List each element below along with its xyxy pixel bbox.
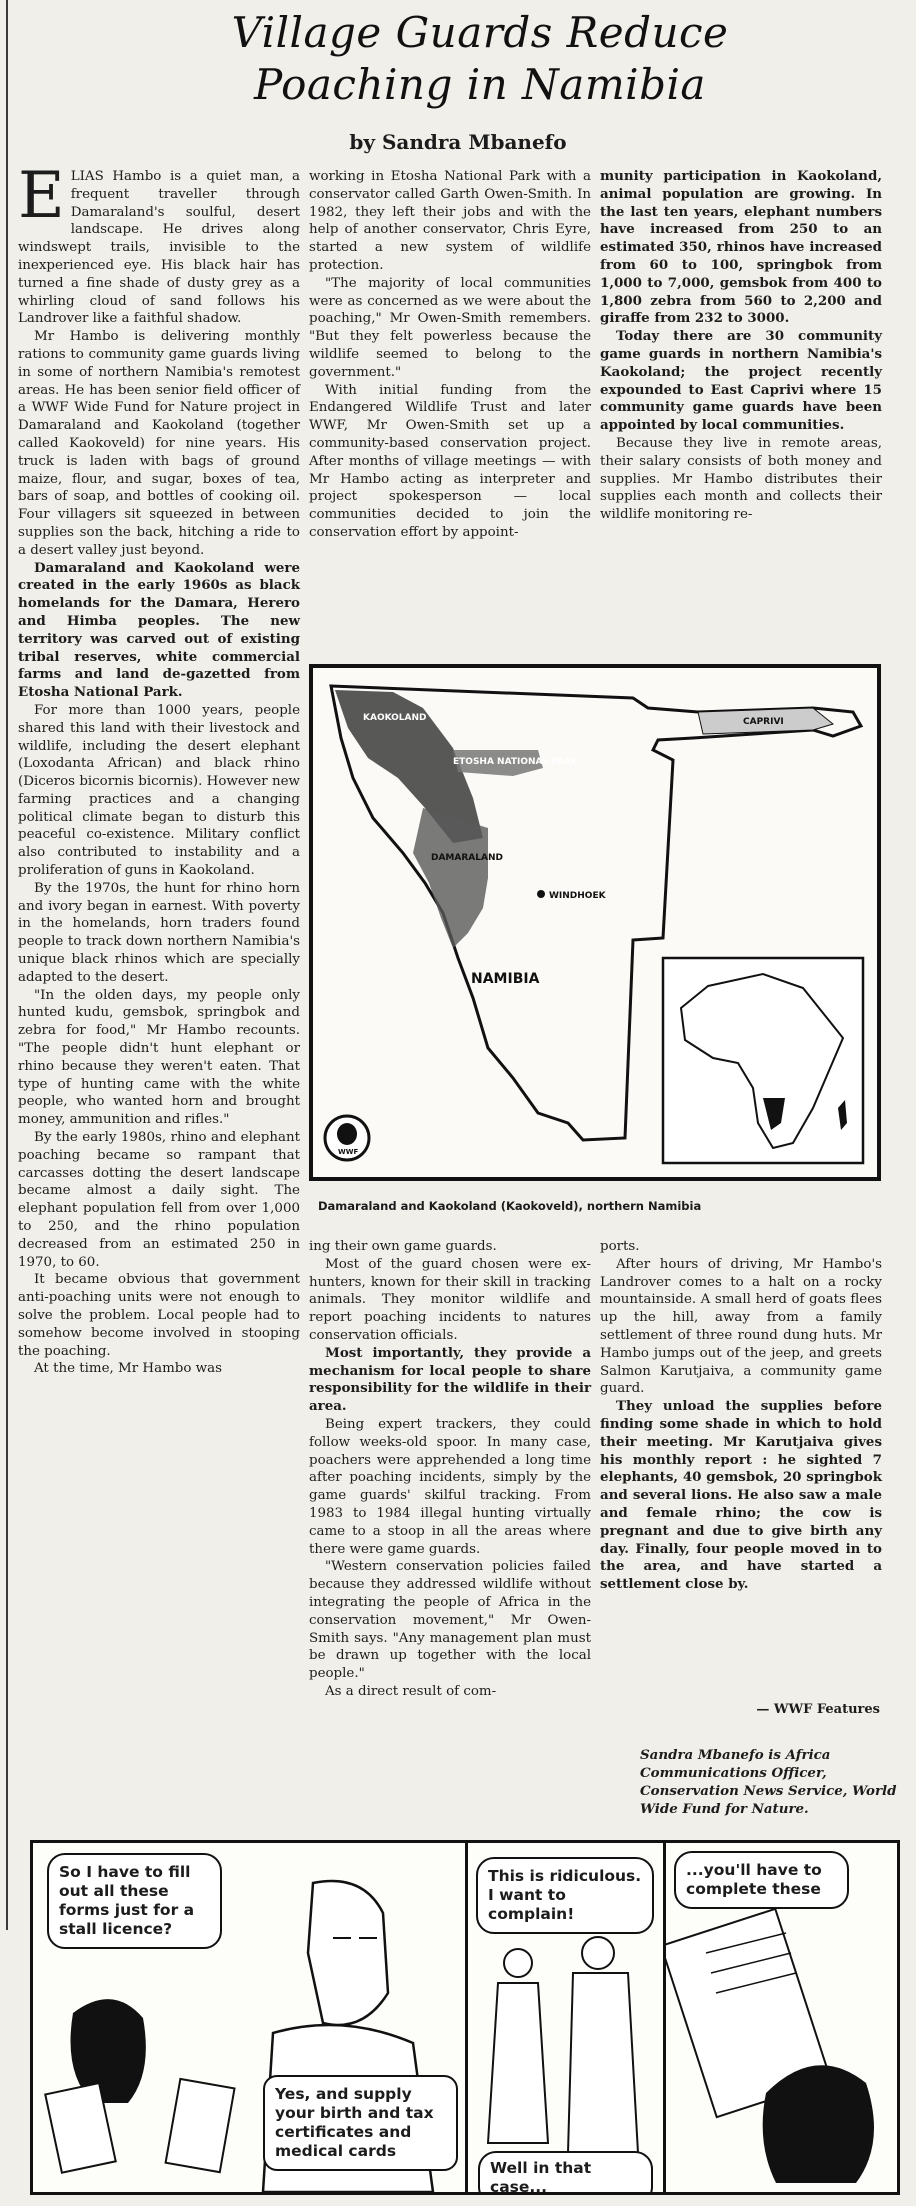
paragraph: munity participation in Kaokoland, animal population are growing. In the last ten years, elephant numbers have increased from 250 to an estimated 350, rhinos have increased from 60 to 100, springbok from 1,000 to 7,000, gemsbok from 400 to 1,800 zebra from 560 to 2,200 and giraffe from 232 to 3000. <box>600 168 882 327</box>
map-label-caprivi: CAPRIVI <box>743 717 784 727</box>
speech-bubble-3: This is ridiculous. I want to complain! <box>476 1857 654 1934</box>
clerk-figure-head <box>308 1881 388 2025</box>
cartoon-strip <box>30 1840 900 2195</box>
paragraph: working in Etosha National Park with a conservator called Garth Owen-Smith. In 1982, they left their jobs and with the help of another conservator, Chris Eyre, started a new system of wildlife protection. <box>309 169 591 273</box>
woman-figure <box>488 1983 548 2143</box>
map-label-kaokoland: KAOKOLAND <box>363 713 427 723</box>
paragraph: "The majority of local communities were as concerned as we were about the poaching," Mr Owen-Smith remembers. "But they felt powerless because the wildlife seemed to belong to the government." <box>309 275 591 380</box>
paragraph: With initial funding from the Endangered Wildlife Trust and later WWF, Mr Owen-Smith set up a community-based conservation project. After months of village meetings — with Mr Hambo acting as interpreter and project spokesperson — local communities decided to join the conservation effort by appoint- <box>309 382 591 540</box>
article-column-2-bottom <box>309 1238 591 1701</box>
paragraph: Damaraland and Kaokoland were created in the early 1960s as black homelands for the Damara, Herero and Himba peoples. The new territory was carved out of existing tribal reserves, white commercial farms and land de-gazetted from Etosha National Park. <box>18 559 300 701</box>
drop-cap: E <box>18 159 65 233</box>
article-column-2-top <box>309 168 591 542</box>
form-paper <box>166 2079 235 2172</box>
byline: by Sandra Mbanefo <box>349 130 567 154</box>
column-rule <box>6 0 8 1930</box>
paragraph: Being expert trackers, they could follow weeks-old spoor. In many case, poachers were apprehended a long time after poaching incidents, simply by the game guards' skilful tracking. From 1983 to 1984 illegal hunting virtually came to a stoop in all the areas where there were game guards. <box>309 1416 591 1557</box>
map-label-damaraland: DAMARALAND <box>431 853 503 863</box>
paragraph: Mr Hambo is delivering monthly rations to community game guards living in some of northern Namibia's remotest areas. He has been senior field officer of a WWF Wide Fund for Nature project in Damaraland and Kaokoland (together called Kaokoveld) for nine years. His truck is laden with bags of ground maize, flour, and sugar, boxes of tea, bars of soap, and bottles of cooking oil. Four villagers sit squeezed in between supplies son the back, hitching a ride to a desert valley just beyond. <box>18 329 300 558</box>
paragraph: "Western conservation policies failed because they addressed wildlife without integrating the people of Africa in the conservation movement," Mr Owen-Smith says. "Any management plan must be drawn up together with the local people." <box>309 1559 591 1682</box>
damaraland-region <box>413 808 488 948</box>
paragraph: For more than 1000 years, people shared this land with their livestock and wildlife, including the desert elephant (Loxodanta African) and black rhino (Diceros bicornis bicornis). However new farming practices and a changing political climate began to disturb this peaceful co-existence. Military conflict also contributed to instability and a proliferation of guns in Kaokoland. <box>18 702 300 879</box>
paragraph: ports. <box>600 1239 640 1254</box>
paragraph: By the early 1980s, rhino and elephant poaching became so rampant that carcasses dotting the desert landscape became almost a daily sight. The elephant population fell from over 1,000 to 250, and the rhino population decreased from an estimated 250 in 1970, to 60. <box>18 1130 300 1270</box>
paragraph: ing their own game guards. <box>309 1239 497 1254</box>
paragraph: Today there are 30 community game guards in northern Namibia's Kaokoland; the project recently expounded to East Caprivi where 15 community game guards have been appointed by local communities. <box>600 328 882 434</box>
paragraph: Most importantly, they provide a mechanism for local people to share responsibility for the wildlife in their area. <box>309 1344 591 1415</box>
map-label-namibia: NAMIBIA <box>471 971 540 987</box>
paragraph: By the 1970s, the hunt for rhino horn and ivory began in earnest. With poverty in the homelands, horn traders found people to track down northern Namibia's unique black rhinos which are specially adapted to the desert. <box>18 880 300 985</box>
windhoek-dot <box>537 890 545 898</box>
paragraph: Because they live in remote areas, their salary consists of both money and supplies. Mr Hambo distributes their supplies each month and collects their wildlife monitoring re- <box>600 435 882 523</box>
map-graphic <box>313 668 877 1177</box>
paragraph: Most of the guard chosen were ex-hunters, known for their skill in tracking animals. They monitor wildlife and report poaching incidents to natures conservation officials. <box>309 1256 591 1343</box>
panda-icon <box>337 1123 357 1145</box>
paragraph: They unload the supplies before finding some shade in which to hold their meeting. Mr Karutjaiva gives his monthly report : he sighted 7 elephants, 40 gemsbok, 20 springbok and several lions. He also saw a male and female rhino; the cow is pregnant and due to give birth any day. Finally, four people moved in to the area, and have started a settlement close by. <box>600 1398 882 1593</box>
speech-bubble-2: Yes, and supply your birth and tax certificates and medical cards <box>263 2075 458 2171</box>
official-figure <box>568 1973 638 2153</box>
woman-figure-hair <box>763 2065 874 2183</box>
cartoon-panel-2 <box>468 1843 666 2195</box>
map-label-windhoek: WINDHOEK <box>549 891 606 901</box>
map-label-etosha: ETOSHA NATIONAL PARK <box>453 757 578 767</box>
namibia-map <box>309 664 881 1181</box>
author-bio: Sandra Mbanefo is Africa Communications Officer, Conservation News Service, World Wide Fund for Nature. <box>640 1747 897 1817</box>
article-column-1 <box>18 159 300 1378</box>
speech-bubble-4: Well in that case... <box>478 2151 653 2195</box>
paragraph: As a direct result of com- <box>325 1683 497 1699</box>
speech-bubble-5: ...you'll have to complete these <box>674 1851 849 1909</box>
article-column-3-top <box>600 168 882 524</box>
paragraph: "In the olden days, my people only hunted kudu, gemsbok, springbok and zebra for food," Mr Hambo recounts. "The people didn't hunt elephant or rhino because they weren't eaten. That type of hunting came with the white people, who wanted horn and brought money, ammunition and rifles." <box>18 987 300 1128</box>
cartoon-panel-3 <box>666 1843 897 2192</box>
wwf-logo-text: WWF <box>338 1148 359 1156</box>
paragraph: After hours of driving, Mr Hambo's Landrover comes to a halt on a rocky mountainside. A small herd of goats flees up the hill, away from a family settlement of three round dung huts. Mr Hambo jumps out of the jeep, and greets Salmon Karutjaiva, a community game guard. <box>600 1256 882 1397</box>
headline-line-2: Poaching in Namibia <box>254 60 706 109</box>
speech-bubble-1: So I have to fill out all these forms just for a stall licence? <box>47 1853 222 1949</box>
cartoon-panel-1 <box>33 1843 468 2192</box>
paragraph: ELIAS Hambo is a quiet man, a frequent traveller through Damaraland's soulful, desert landscape. He drives along windswept trails, invisible to the inexperienced eye. His black hair has turned a fine shade of dusty grey as a whirling cloud of sand follows his Landrover like a faithful shadow. <box>18 159 300 327</box>
map-caption: Damaraland and Kaokoland (Kaokoveld), northern Namibia <box>318 1199 702 1213</box>
article-credit: — WWF Features <box>756 1702 880 1717</box>
headline-line-1: Village Guards Reduce <box>231 8 729 57</box>
paragraph: At the time, Mr Hambo was <box>34 1361 222 1377</box>
article-column-3-bottom <box>600 1238 882 1594</box>
paragraph: It became obvious that government anti-poaching units were not enough to solve the problem. Local people had to somehow become involved in stooping the poaching. <box>18 1272 300 1359</box>
